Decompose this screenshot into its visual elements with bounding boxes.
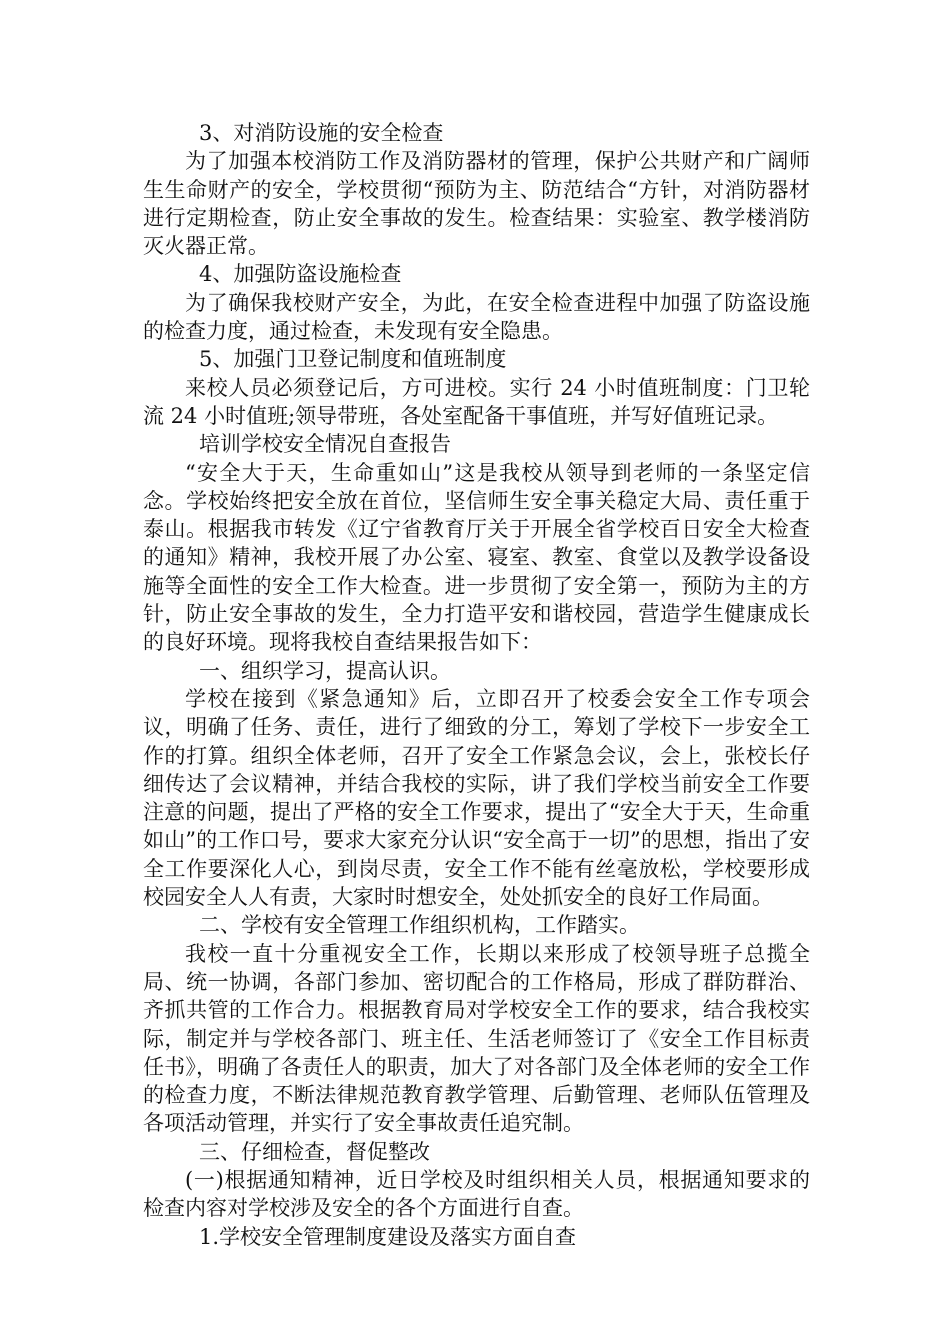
section-heading-fire-facilities: 3、对消防设施的安全检查: [199, 121, 444, 145]
report-title: 培训学校安全情况自查报告: [199, 432, 451, 457]
section-heading-organization: 二、学校有安全管理工作组织机构，工作踏实。: [199, 913, 640, 938]
paragraph-organize-study: 学校在接到《紧急通知》后，立即召开了校委会安全工作专项会议，明确了任务、责任，进行了细致的分工，筹划了学校下一步安全工作的打算。组织全体老师，召开了安全工作紧急会议，会上，张校长仔细传达了会议精神，并结合我校的实际，讲了我们学校当前安全工作要注意的问题，提出了严格的安全工作要求，提出了“安全大于天，生命重如山”的工作口号，要求大家充分认识“安全高于一切”的思想，指出了安全工作要深化人心，到岗尽责，安全工作不能有丝毫放松，学校要形成校园安全人人有责，大家时时想安全，处处抓安全的良好工作局面。: [143, 686, 810, 910]
paragraph-inspection: (一)根据通知精神，近日学校及时组织相关人员，根据通知要求的检查内容对学校涉及安全的各个方面进行自查。: [143, 1167, 810, 1221]
section-heading-management-system: 1.学校安全管理制度建设及落实方面自查: [199, 1224, 577, 1249]
paragraph-anti-theft: 为了确保我校财产安全，为此，在安全检查进程中加强了防盗设施的检查力度，通过检查，未发现有安全隐患。: [143, 290, 810, 344]
paragraph-fire-facilities: 为了加强本校消防工作及消防器材的管理，保护公共财产和广阔师生生命财产的安全，学校贯彻“预防为主、防范结合“方针，对消防器材进行定期检查，防止安全事故的发生。检查结果：实验室、教学楼消防灭火器正常。: [143, 149, 810, 259]
paragraph-report-intro: “安全大于天，生命重如山”这是我校从领导到老师的一条坚定信念。学校始终把安全放在首位，坚信师生安全事关稳定大局、责任重于泰山。根据我市转发《辽宁省教育厅关于开展全省学校百日安全大检查的通知》精神，我校开展了办公室、寝室、教室、食堂以及教学设备设施等全面性的安全工作大检查。进一步贯彻了安全第一，预防为主的方针，防止安全事故的发生，全力打造平安和谐校园，营造学生健康成长的良好环境。现将我校自查结果报告如下：: [143, 460, 810, 655]
section-heading-anti-theft: 4、加强防盗设施检查: [199, 262, 402, 287]
document-body: [143, 119, 810, 1251]
paragraph-guard-duty: 来校人员必须登记后，方可进校。实行 24 小时值班制度：门卫轮流 24 小时值班;领导带班，各处室配备干事值班，并写好值班记录。: [143, 375, 810, 428]
section-heading-guard-duty: 5、加强门卫登记制度和值班制度: [199, 347, 507, 372]
section-heading-organize-study: 一、组织学习，提高认识。: [199, 658, 451, 683]
section-heading-inspection: 三、仔细检查，督促整改: [199, 1139, 430, 1164]
paragraph-organization: 我校一直十分重视安全工作，长期以来形成了校领导班子总揽全局、统一协调，各部门参加、密切配合的工作格局，形成了群防群治、齐抓共管的工作合力。根据教育局对学校安全工作的要求，结合我校实际，制定并与学校各部门、班主任、生活老师签订了《安全工作目标责任书》，明确了各责任人的职责，加大了对各部门及全体老师的安全工作的检查力度，不断法律规范教育教学管理、后勤管理、老师队伍管理及各项活动管理，并实行了安全事故责任追究制。: [143, 941, 810, 1136]
